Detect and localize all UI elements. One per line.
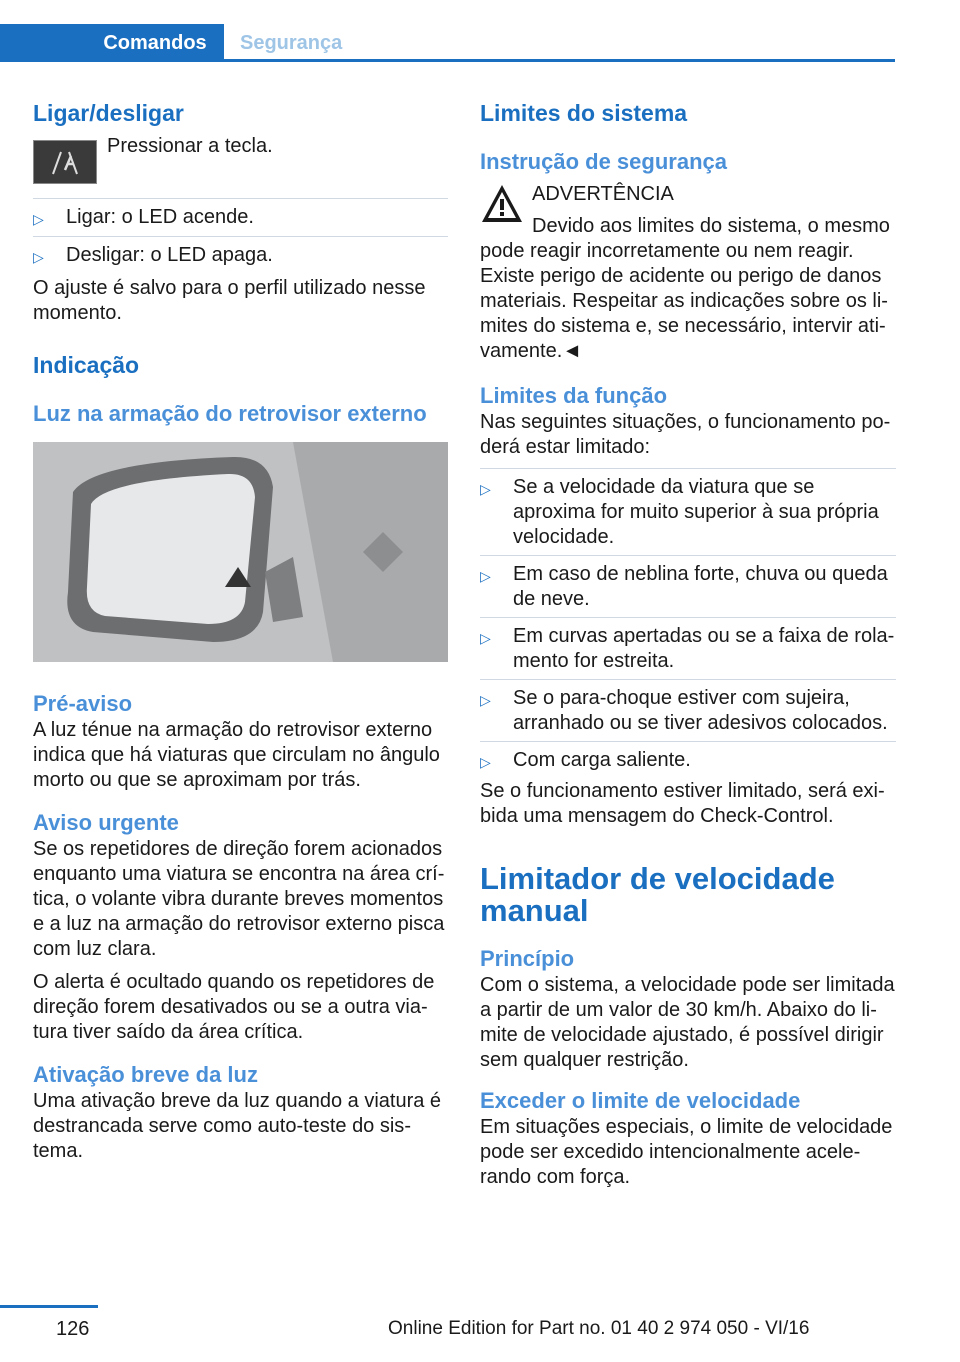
subheading-exceed: Exceder o limite de velocidade (480, 1088, 801, 1113)
subheading-safety: Instrução de segurança (480, 149, 727, 174)
exceed-text: Em situações especiais, o limite de velocidade pode ser excedido intencionalmente acelerando com força. (480, 1116, 893, 1188)
edition-text: Online Edition for Part no. 01 40 2 974 050 - VI/16 (388, 1318, 810, 1339)
warning-text: Devido aos limites do sistema, o mesmo pode reagir incorretamente ou nem reagir. Existe perigo de acidente ou perigo de danos materiais. Respeitar as indicações sobre os limites do sistema e, se necessário, intervir ativamente.◄ (480, 215, 890, 362)
list-item-text: Em curvas apertadas ou se a faixa de rolamento for estreita. (513, 625, 895, 672)
triangle-right-icon: ▷ (33, 211, 44, 227)
subheading-prewarn: Pré-aviso (33, 691, 133, 716)
list-item (33, 237, 448, 274)
triangle-right-icon: ▷ (480, 481, 491, 497)
subheading-light: Luz na armação do retrovisor externo (33, 401, 427, 426)
list-item (480, 469, 896, 555)
function-intro: Nas seguintes situações, o funcionamento poderá estar limitado: (480, 411, 891, 458)
urgent-text-2: O alerta é ocultado quando os repetidores de direção forem desativados ou se a outra viatura tiver saído da área crítica. (33, 971, 435, 1043)
tab-seguranca[interactable]: Segurança (240, 31, 343, 54)
triangle-right-icon: ▷ (480, 692, 491, 708)
page-number: 126 (56, 1318, 90, 1340)
subheading-principle: Princípio (480, 946, 575, 971)
prewarn-text: A luz ténue na armação do retrovisor externo indica que há viaturas que circulam no ângulo morto ou que se aproximam por trás. (33, 719, 440, 791)
heading-indication: Indicação (33, 352, 140, 378)
footer-line (0, 1305, 98, 1308)
triangle-right-icon: ▷ (33, 249, 44, 265)
subheading-brief: Ativação breve da luz (33, 1062, 258, 1087)
function-outro: Se o funcionamento estiver limitado, será exibida uma mensagem do Check-Control. (480, 780, 885, 827)
tab-underline (0, 59, 895, 62)
header-tabbar (0, 0, 960, 62)
lane-warning-key-icon (33, 140, 97, 184)
heading-on-off: Ligar/desligar (33, 100, 184, 126)
urgent-text-1: Se os repetidores de direção forem acionados enquanto uma viatura se encontra na área crítica, o volante vibra durante breves momentos e a luz na armação do retrovisor externo pisca com luz clara. (33, 838, 445, 960)
list-item (33, 199, 448, 236)
press-key-text: Pressionar a tecla. (107, 135, 273, 157)
list-item-text: Em caso de neblina forte, chuva ou queda de neve. (513, 563, 888, 610)
brief-text: Uma ativação breve da luz quando a viatura é destrancada serve como auto-teste do sistema. (33, 1090, 442, 1162)
warning-title: ADVERTÊNCIA (532, 183, 674, 205)
subheading-function-limits: Limites da função (480, 383, 668, 408)
triangle-right-icon: ▷ (480, 568, 491, 584)
principle-text: Com o sistema, a velocidade pode ser limitada a partir de um valor de 30 km/h. Abaixo do limite de velocidade ajustado, é possível dirigir sem qualquer restrição. (480, 974, 895, 1071)
list-item (480, 742, 896, 779)
list-item-text: Ligar: o LED acende. (66, 206, 254, 228)
function-limits-list (480, 468, 896, 779)
triangle-right-icon: ▷ (480, 630, 491, 646)
tab-bar-left-fill (0, 24, 86, 62)
left-column (33, 98, 448, 1164)
heading-speed-limiter: Limitador de velocidade manual (480, 861, 835, 928)
mirror-photo (33, 442, 448, 662)
list-item-text: Com carga saliente. (513, 749, 691, 771)
list-item-text: Se o para-choque estiver com sujeira, arranhado ou se tiver adesivos colocados. (513, 687, 888, 734)
heading-system-limits: Limites do sistema (480, 100, 688, 126)
warning-triangle-icon (480, 182, 524, 226)
saved-text: O ajuste é salvo para o perfil utilizado nesse momento. (33, 277, 426, 324)
key-row (33, 135, 448, 184)
tab-comandos[interactable]: Comandos (86, 24, 224, 62)
list-item-text: Se a velocidade da viatura que se aproxima for muito superior à sua própria velocidade. (513, 476, 879, 548)
list-item (480, 680, 896, 741)
subheading-urgent: Aviso urgente (33, 810, 179, 835)
triangle-right-icon: ▷ (480, 754, 491, 770)
list-item (480, 556, 896, 617)
list-item-text: Desligar: o LED apaga. (66, 244, 273, 266)
list-item (480, 618, 896, 679)
on-off-list (33, 198, 448, 274)
right-column (480, 98, 896, 1190)
